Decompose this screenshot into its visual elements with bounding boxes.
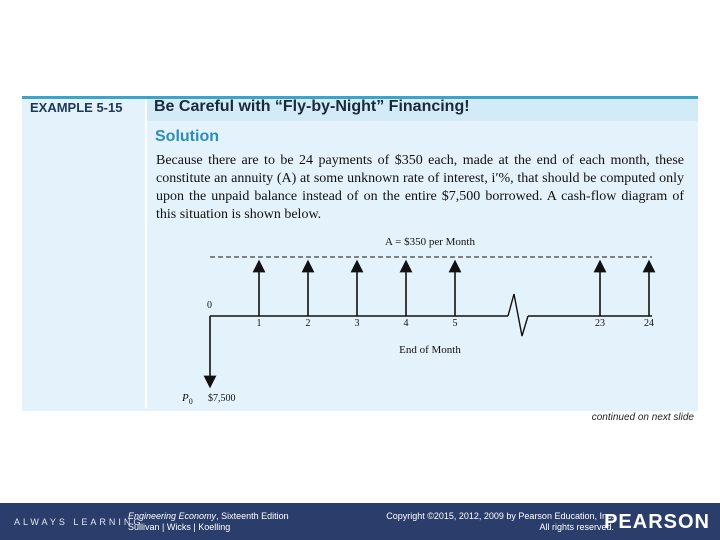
- axis-break: [508, 294, 528, 336]
- period-label: 24: [644, 318, 654, 329]
- book-title: Engineering Economy: [128, 511, 217, 521]
- period-label: 4: [403, 318, 409, 329]
- label-separator: [145, 99, 147, 408]
- example-title: Be Careful with “Fly-by-Night” Financing!: [154, 98, 470, 115]
- book-title-line: [128, 511, 289, 521]
- footer-bar: [0, 503, 720, 540]
- solution-text: Because there are to be 24 payments of $350 each, made at the end of each month, these constitute an annuity (A) at some unknown rate of interest, i′%, that should be computed only upon the unpaid balance instead of on the entire $7,500 borrowed. A cash-flow diagram of this situation is shown below.: [156, 153, 684, 222]
- period-labels: [257, 318, 655, 329]
- p0-symbol: P: [182, 392, 189, 404]
- period-label: 1: [256, 318, 262, 329]
- book-authors: Sullivan | Wicks | Koelling: [128, 522, 231, 532]
- annuity-label: A = $350 per Month: [385, 236, 475, 248]
- period-label: 23: [595, 318, 605, 329]
- period-label: 5: [452, 318, 458, 329]
- cash-flow-diagram: [170, 232, 690, 412]
- copyright: Copyright ©2015, 2012, 2009 by Pearson Education, Inc.: [386, 511, 614, 521]
- payment-arrows: [259, 266, 649, 316]
- pearson-logo: PEARSON: [604, 511, 710, 533]
- p0-label: [181, 392, 193, 406]
- p0-subscript: 0: [188, 397, 193, 406]
- period-label: 3: [354, 318, 360, 329]
- always-learning: ALWAYS LEARNING: [14, 517, 144, 527]
- rights: All rights reserved.: [539, 522, 614, 532]
- axis-label: End of Month: [399, 344, 461, 356]
- p0-value: $7,500: [208, 393, 236, 404]
- solution-heading: Solution: [155, 128, 219, 145]
- period-label: 2: [305, 318, 311, 329]
- book-edition: , Sixteenth Edition: [216, 511, 289, 521]
- continued-note: continued on next slide: [591, 412, 694, 423]
- example-label: EXAMPLE 5-15: [30, 100, 123, 115]
- zero-label: 0: [207, 300, 212, 311]
